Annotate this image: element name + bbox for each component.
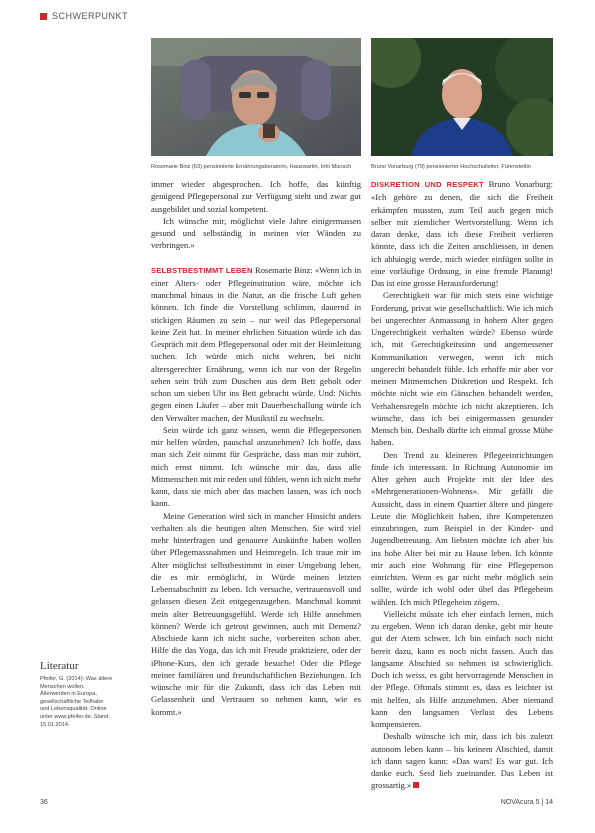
col1-paragraph-2: Ich wünsche mir, möglichst viele Jahre einigermassen gesund und selbständig in meinen vier Wänden zu verbringen.» — [151, 215, 361, 251]
end-mark — [413, 782, 419, 788]
section-title: SCHWERPUNKT — [52, 11, 129, 21]
col2-paragraph-5-text: Deshalb wünsche ich mir, dass ich bis zuletzt autonom leben kann – bis keinem Abschied, damit ich dann sagen kann: «Das wars! Es war gut. Ich danke euch. Seid lieb zueinander. Das Leben ist grossartig.» — [371, 731, 553, 791]
col1-paragraph-3 — [151, 264, 361, 424]
col1-paragraph-1: immer wieder abgesprochen. Ich hoffe, das künftig genügend Pflegepersonal zur Verfügung steht und zwar gut ausgebildet und sozial kompetent. — [151, 179, 361, 214]
subheading-diskretion: DISKRETION UND RESPEKT — [371, 180, 484, 189]
section-tag — [40, 11, 128, 21]
col2-paragraph-1 — [371, 178, 553, 289]
article-column-2 — [371, 178, 553, 792]
col2-paragraph-4: Vielleicht müsste ich eher einfach lernen, mich zu ergeben. Wenn ich daran denke, geht mir heute gut der Atem schwer. Ich bin einfach noch nicht bereit dazu, kann es noch nicht fassen. Auch das langsame Abschied so nehmen ist schwieriglich. Doch ich weiss, es gibt hervorragende Menschen in der Pflege. Oftmals stimmt es, dass es leichter ist mit helfen, als Hilfe anzunehmen. Aber niemand kann den langsamen Verlust des Lebens kompensieren. — [371, 608, 553, 729]
literature-title: Literatur — [40, 660, 79, 672]
col2-paragraph-3: Den Trend zu kleineren Pflegeeinrichtungen finde ich interessant. In Richtung Autonomie im Alter gehen auch Projekte mit der Idee des «Mehrgenerationen-Wohnens». Mir gefällt die Aussicht, dass in einem Quartier ältere und jüngere Leute die Möglichkeit haben, ihre Kompetenzen einzubringen, zum Beispiel in der Kinder- und Jugendbetreuung. Am liebsten möchte ich aber bis ins hohe Alter bei mir zu Hause leben. Ich könnte mir auch eine Wohnung für eine Pflegeperson einrichten. Wenn es gar nicht mehr möglich sein sollte, würde ich wohl oder übel das Pflegeheim wählen. Ich mich Pflegeheim zögern. — [371, 449, 553, 607]
page-number: 36 — [40, 799, 48, 806]
literature-text: Pfeifer, G. (2014): Was ältere Menschen wollen. Älterwerden in Europa, gesellschaftliche Teilhabe und Lebensqualität. Online unter www.pfeifer.de. Stand: 15.01.2014. — [40, 676, 113, 728]
col1-paragraph-4: Sein würde ich ganz wissen, wenn die Pflegepersonen mir helfen würden, pauschal anzunehmen? Ich hoffe, dass man sich Zeit nimmt für Gespräche, dass man mir zuhört, mich ernst nimmt. Ich wünsche mir das, dass alle Mitmenschen mit mir reden und fühlen, wenn ich nicht mehr kann, dass sie mich aber das machen lassen, was ich noch kann. — [151, 424, 361, 509]
photo-caption-left: Rosemarie Binz (63) pensionierte Ernährungsberaterin, Hauswartin, Info Münsch — [151, 164, 352, 170]
magazine-name: NOVAcura — [500, 799, 534, 806]
magazine-footer — [501, 799, 553, 806]
col1-paragraph-5: Meine Generation wird sich in mancher Hinsicht anders verhalten als die heutigen alten Menschen. Sie wird viel mehr hinterfragen und genauere Auskünfte haben wollen über Pflegemassnahmen und Heimregeln. Ich traue mir im Alter möglichst selbstbestimmt in einer Umgebung leben, die es mir ermöglicht, in Würde meinen letzten Lebensabschnitt zu leben. Ich versuche, vertrauensvoll und gelassen diesen Zeit entgegenzugehen. Manchmal kommt mein alter Betreuungsgefühl. Werde ich Hilfe annehmen können? Werde ich getrost gewinnen, auch mit Demenz? Abschiede kann ich nicht suche, vorbereiten schon aber. Hilfe die das Yoga, das ich mit Freude praktiziere, oder der iPhone-Kurs, den ich gerade besuche! Oder die Pflege meiner familiären und freundschaftlichen Beziehungen. Ich wünsche mir für die Zukunft, dass ich das Leben mit Gelassenheit und Vertrauen so nehmen kann, wie es kommt.» — [151, 510, 361, 717]
photo-bruno-vonarburg — [371, 38, 553, 156]
col2-paragraph-1-text: Bruno Vonarburg: «Ich gehöre zu denen, die sich die Freiheit erkämpfen mussten, zum Teil auch gegen mich selber mit ziemlicher Wertvorstellung. Wenn ich daran denke, dass ich diese Freiheit verlieren könnte, dass ich die Zeiten anschliessen, in denen ich abhängig werde, mich wieder einfügen sollte in eine vorläufige Ordnung, in eine fremde Planung! Das ist eine grosse Herausforderung! — [371, 179, 553, 288]
article-column-1 — [151, 178, 361, 718]
photo-rosemarie-binz — [151, 38, 361, 156]
photo-caption-right: Bruno Vonarburg (79) pensionierter Hochschulleiter, Fürenstettin — [371, 164, 531, 170]
woman-with-hourglass-image — [151, 38, 361, 156]
col1-paragraph-3-text: Rosemarie Binz: «Wenn ich in einer Alters- oder Pflegeinstitution wäre, möchte ich manchmal hinaus in die Natur, an die frische Luft gehen können. Ich finde die Vorstellung schlimm, dauernd in stickigen Räumen zu sein – nur weil das Pflegepersonal keine Zeit hat. In meiner ehrlichen Situation würde ich das Gespräch mit dem Pflegepersonal oder mit der Heimleitung suchen. Ich würde mich nicht wehren, bei nicht altersgerechter Ernährung, wenn ich nur von der Regelin sehen sein früh zum Duschen aus dem Bett geholt oder schon um sieben Uhr ins Bett gebracht würde. Und: Nichts gegen einen Läufer – aber mit Dauerbeschallung würde ich den Verwalter machen, der Musikstil zu wechseln. — [151, 264, 361, 423]
col2-paragraph-2: Gerechtigkeit war für mich stets eine wichtige Forderung, privat wie gesellschaftlich. Wie ich mich bei ungerechter Anmassung in hohem Alter gegen Ungerechtigkeit verhalten würde? Ebenso würde ich, mit Gerechtigkeitssinn und angemessener Kommunikation verwegen, wenn ich mich ungerecht behandelt fühle. Ich erhoffe mir aber vor meinen Mitmenschen Diskretion und Respekt. Ich möchte nicht wie ein Gänschen behandelt werden, Verhaltensregeln möchte ich nicht akzeptieren. Ich wünsche, dass ich bei einigermassen gesunder Mensch bin. Deshalb dürfte ich einmal grosse Mühe haben. — [371, 290, 553, 448]
subheading-selbstbestimmt: SELBSTBESTIMMT LEBEN — [151, 265, 253, 275]
col2-paragraph-5 — [371, 730, 553, 791]
section-marker — [40, 13, 47, 20]
man-portrait-image — [371, 38, 553, 156]
issue-number: 5 | 14 — [535, 799, 553, 806]
